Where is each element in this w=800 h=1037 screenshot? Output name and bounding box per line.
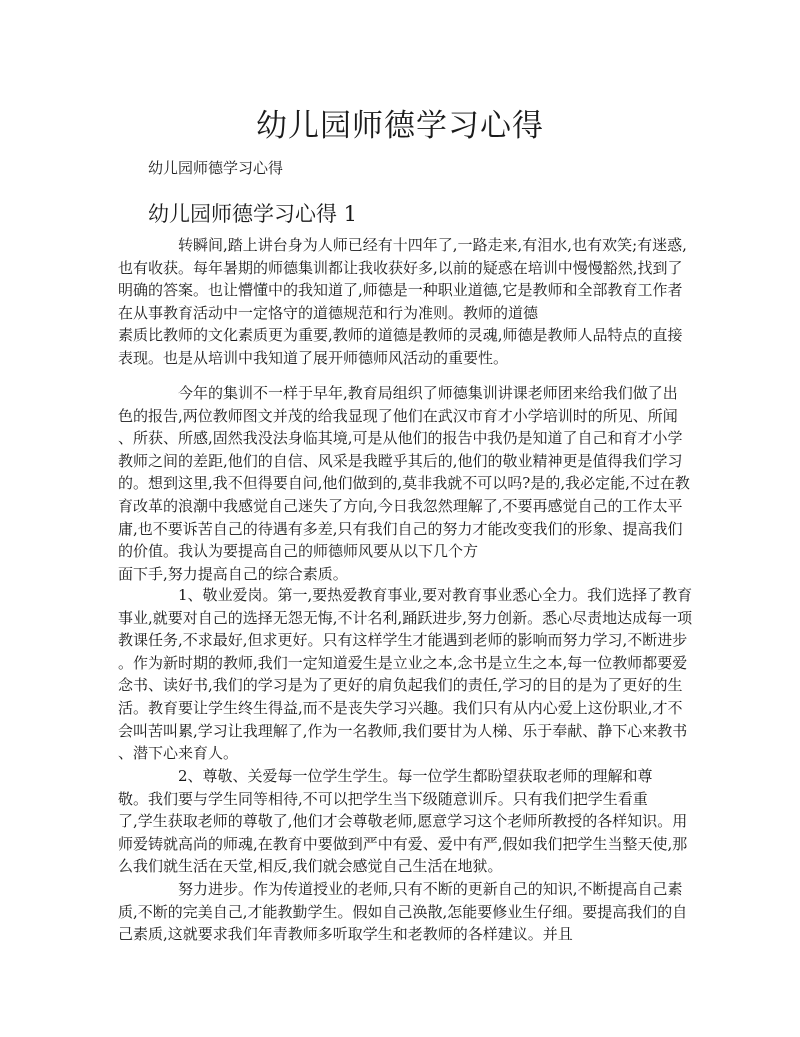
text-line: 念书、读好书,我们的学习是为了更好的肩负起我们的责任,学习的目的是为了更好的生 (118, 676, 683, 695)
paragraph-5 (118, 878, 698, 946)
text-line: 2、尊敬、关爱每一位学生学生。每一位学生都盼望获取老师的理解和尊 (178, 767, 653, 785)
text-line: 努力进步。作为传道授业的老师,只有不断的更新自己的知识,不断提高自己素 (178, 880, 683, 898)
text-line: 的价值。我认为要提高自己的师德师风要从以下几个方 (118, 542, 479, 561)
text-line: 活。教育要让学生终生得益,而不是丧失学习兴趣。我们只有从内心爱上这份职业,才不 (118, 698, 683, 717)
text-line: 、所获、所感,固然我没法身临其境,可是从他们的报告中我仍是知道了自己和育才小学 (118, 429, 683, 448)
section-heading: 幼儿园师德学习心得 1 (148, 202, 358, 226)
text-line: 教课任务,不求最好,但求更好。只有这样学生才能遇到老师的影响而努力学习,不断进步 (118, 631, 688, 650)
text-line: 庸,也不要诉苦自己的待遇有多差,只有我们自己的努力才能改变我们的形象、提高我们 (118, 519, 683, 538)
text-line: 面下手,努力提高自己的综合素质。 (118, 564, 348, 583)
paragraph-3 (118, 584, 698, 765)
text-line: 质,不断的完美自己,才能教勤学生。假如自己涣散,怎能要修业生仔细。要提高我们的自 (118, 902, 688, 921)
text-line: 了,学生获取老师的尊敬了,他们才会尊敬老师,愿意学习这个老师所教授的各样知识。用 (118, 812, 688, 831)
text-line: 表现。也是从培训中我知道了展开师德师风活动的重要性。 (118, 348, 509, 367)
paragraph-2 (118, 382, 698, 585)
text-line: 事业,就要对自己的选择无怨无悔,不计名利,踊跃进步,努力创新。悉心尽责地达成每一项 (118, 608, 693, 627)
text-line: 也有收获。每年暑期的师德集训都让我收获好多,以前的疑惑在培训中慢慢豁然,找到了 (118, 258, 683, 277)
text-line: 的。想到这里,我不但得要自问,他们做到的,莫非我就不可以吗?是的,我必定能,不过在教 (118, 474, 690, 493)
text-line: 会叫苦叫累,学习让我理解了,作为一名教师,我们要甘为人梯、乐于奉献、静下心来教书 (118, 721, 688, 740)
paragraph-1 (118, 234, 698, 370)
text-line: 。作为新时期的教师,我们一定知道爱生是立业之本,念书是立生之本,每一位教师都要爱 (118, 653, 688, 672)
document-subtitle: 幼儿园师德学习心得 (148, 159, 284, 177)
text-line: 教师之间的差距,他们的自信、风采是我瞠乎其后的,他们的敬业精神更是值得我们学习 (118, 451, 683, 470)
text-line: 己素质,这就要求我们年青教师多听取学生和老教师的各样建议。并且 (118, 925, 573, 944)
text-line: 素质比教师的文化素质更为重要,教师的道德是教师的灵魂,师德是教师人品特点的直接 (118, 326, 683, 345)
text-line: 、潜下心来育人。 (118, 744, 239, 763)
text-line: 明确的答案。也让懵懂中的我知道了,师德是一种职业道德,它是教师和全部教育工作者 (118, 281, 683, 300)
text-line: 育改革的浪潮中我感觉自己迷失了方向,今日我忽然理解了,不要再感觉自己的工作太平 (118, 496, 683, 515)
text-line: 转瞬间,踏上讲台身为人师已经有十四年了,一路走来,有泪水,也有欢笑;有迷惑, (178, 236, 687, 254)
text-line: 在从事教育活动中一定恪守的道德规范和行为准则。教师的道德 (118, 303, 539, 322)
text-line: 敬。我们要与学生同等相待,不可以把学生当下级随意训斥。只有我们把学生看重 (118, 789, 648, 808)
document-title: 幼儿园师德学习心得 (256, 108, 544, 144)
text-line: 色的报告,两位教师图文并茂的给我显现了他们在武汉市育才小学培训时的所见、所闻 (118, 406, 678, 425)
text-line: 今年的集训不一样于早年,教育局组织了师德集训讲课老师团来给我们做了出 (178, 384, 678, 402)
text-line: 1、敬业爱岗。第一,要热爱教育事业,要对教育事业悉心全力。我们选择了教育 (178, 586, 693, 604)
paragraph-4 (118, 765, 698, 878)
text-line: 师爱铸就高尚的师魂,在教育中要做到严中有爱、爱中有严,假如我们把学生当整天使,那 (118, 834, 688, 853)
text-line: 么我们就生活在天堂,相反,我们就会感觉自己生活在地狱。 (118, 857, 503, 876)
